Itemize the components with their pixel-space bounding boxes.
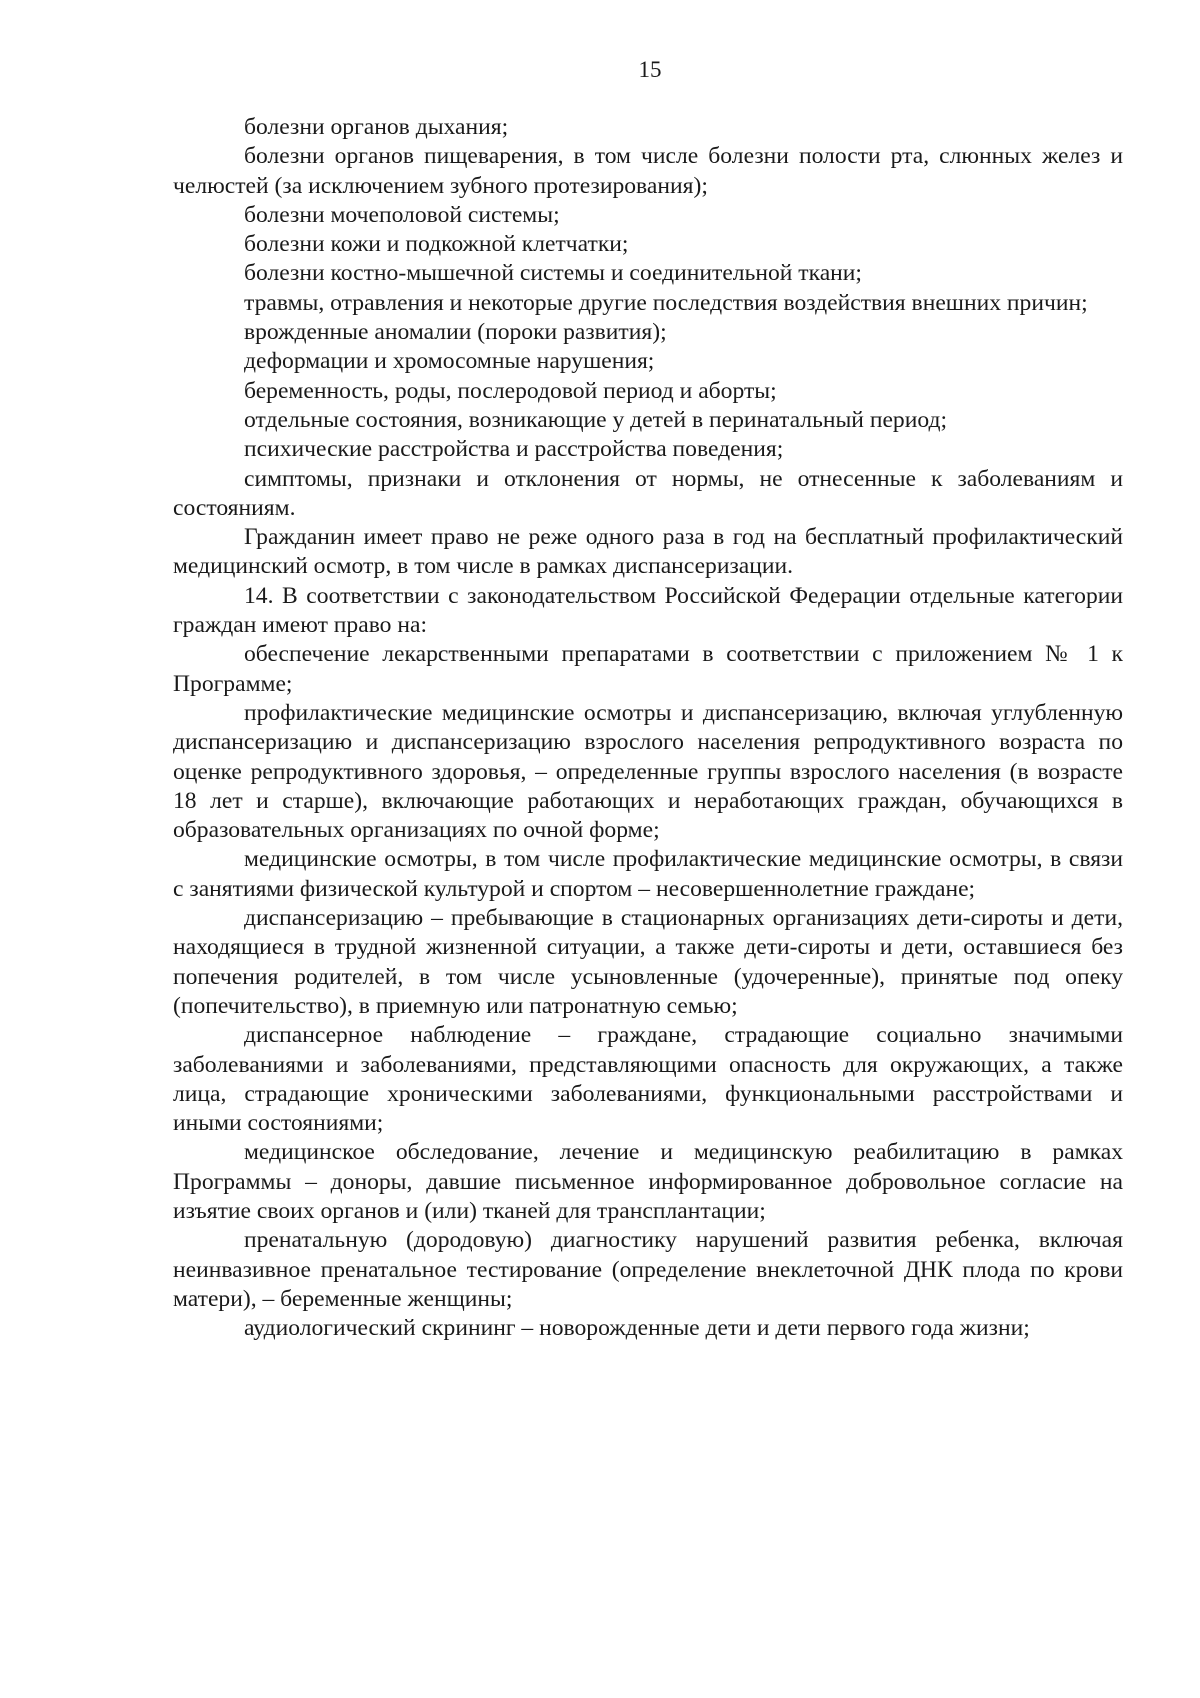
paragraph: пренатальную (дородовую) диагностику нарушений развития ребенка, включая неинвазивное пренатальное тестирование (определение внеклеточной ДНК плода по крови матери), – беременные женщины; (173, 1227, 1123, 1312)
paragraph: беременность, роды, послеродовой период и аборты; (244, 377, 777, 404)
page-number: 15 (638, 57, 662, 82)
paragraph: болезни кожи и подкожной клетчатки; (244, 231, 629, 258)
paragraph: болезни мочеполовой системы; (244, 201, 560, 228)
paragraph: Гражданин имеет право не реже одного раза в год на бесплатный профилактический медицинский осмотр, в том числе в рамках диспансеризации. (173, 524, 1123, 580)
paragraph: профилактические медицинские осмотры и диспансеризацию, включая углубленную диспансеризацию и диспансеризацию взрослого населения репродуктивного возраста по оценке репродуктивного здоровья, – определенные группы взрослого населения (в возрасте 18 лет и старше), включающие работающих и неработающих граждан, обучающихся в образовательных организациях по очной форме; (173, 699, 1123, 844)
paragraph: диспансерное наблюдение – граждане, страдающие социально значимыми заболеваниями и заболеваниями, представляющими опасность для окружающих, а также лица, страдающие хроническими заболеваниями, функциональными расстройствами и иными состояниями; (173, 1022, 1123, 1137)
paragraph: аудиологический скрининг – новорожденные дети и дети первого года жизни; (244, 1315, 1030, 1342)
paragraph: диспансеризацию – пребывающие в стационарных организациях дети-сироты и дети, находящиеся в трудной жизненной ситуации, а также дети-сироты и дети, оставшиеся без попечения родителей, в том числе усыновленные (удочеренные), принятые под опеку (попечительство), в приемную или патронатную семью; (173, 905, 1123, 1019)
paragraph: 14. В соответствии с законодательством Российской Федерации отдельные категории граждан имеют право на: (173, 582, 1123, 639)
document-body (173, 113, 1123, 1343)
paragraph: медицинское обследование, лечение и медицинскую реабилитацию в рамках Программы – доноры, давшие письменное информированное добровольное согласие на изъятие своих органов и (или) тканей для трансплантации; (173, 1139, 1123, 1224)
paragraph: симптомы, признаки и отклонения от нормы, не отнесенные к заболеваниям и состояниям. (173, 465, 1123, 521)
paragraph: травмы, отравления и некоторые другие последствия воздействия внешних причин; (244, 289, 1088, 316)
paragraph: психические расстройства и расстройства поведения; (244, 436, 784, 463)
paragraph: болезни органов пищеварения, в том числе болезни полости рта, слюнных желез и челюстей (за исключением зубного протезирования); (173, 143, 1123, 199)
paragraph: врожденные аномалии (пороки развития); (244, 319, 667, 346)
paragraph: медицинские осмотры, в том числе профилактические медицинские осмотры, в связи с занятиями физической культурой и спортом – несовершеннолетние граждане; (173, 846, 1123, 902)
paragraph: деформации и хромосомные нарушения; (244, 348, 655, 375)
paragraph: болезни органов дыхания; (244, 114, 509, 140)
paragraph: обеспечение лекарственными препаратами в соответствии с приложением № 1 к Программе; (173, 641, 1123, 697)
paragraph: отдельные состояния, возникающие у детей в перинатальный период; (244, 406, 948, 433)
paragraph: болезни костно-мышечной системы и соединительной ткани; (244, 260, 862, 287)
